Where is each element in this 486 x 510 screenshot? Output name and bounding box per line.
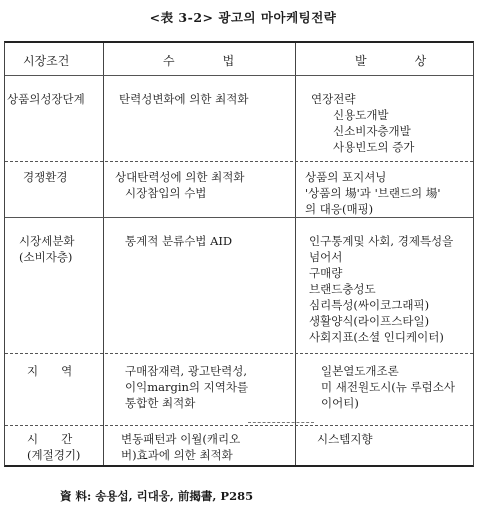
row-idea: 연장전략 신용도개발 신소비자층개발 사용빈도의 증가 xyxy=(311,92,415,154)
row-condition: 상품의성장단계 xyxy=(7,92,85,106)
row-divider xyxy=(5,217,473,218)
header-method: 수 법 xyxy=(163,54,235,68)
marketing-strategy-table xyxy=(4,41,474,467)
scan-artifact-line xyxy=(248,422,314,423)
row-method: 구매잠재력, 광고탄력성, 이익margin의 지역차를 통합한 최적화 xyxy=(125,364,249,410)
row-condition: 지 역 xyxy=(27,364,73,378)
header-condition: 시장조건 xyxy=(23,54,70,68)
header-idea: 발 상 xyxy=(355,54,427,68)
column-divider xyxy=(295,43,296,465)
row-idea: 일본열도개조론 미 새전원도시(뉴 루럼소사 이어티) xyxy=(321,364,455,410)
row-divider xyxy=(5,425,473,426)
row-idea: 시스템지향 xyxy=(317,432,373,446)
row-method: 탄력성변화에 의한 최적화 xyxy=(119,92,249,106)
row-idea: 상품의 포지셔닝 '상품의 場'과 '브랜드의 場' 의 대응(매핑) xyxy=(305,170,441,216)
row-idea: 인구통계및 사회, 경제특성을 넘어서 구매량 브랜드충성도 심리특성(싸이코그래픽) 생활양식(라이프스타일) 사회지표(소셜 인디케이터) xyxy=(309,234,454,344)
column-divider xyxy=(103,43,104,465)
row-condition: 경쟁환경 xyxy=(23,170,68,184)
row-divider xyxy=(5,161,473,162)
row-method: 통계적 분류수법 AID xyxy=(125,234,233,248)
row-method: 상대탄력성에 의한 최적화 시장참입의 수법 xyxy=(115,170,245,200)
header-divider xyxy=(5,75,473,76)
row-method: 변동패턴과 이월(캐리오 버)효과에 의한 최적화 xyxy=(121,432,241,462)
source-note: 資 料: 송용섭, 리대웅, 前揭書, P285 xyxy=(60,489,254,503)
row-divider xyxy=(5,353,473,354)
row-condition: 시 간 (계절경기) xyxy=(27,432,81,462)
row-condition: 시장세분화 (소비자층) xyxy=(19,234,75,264)
table-title: <表 3-2> 광고의 마아케팅전략 xyxy=(149,10,337,25)
